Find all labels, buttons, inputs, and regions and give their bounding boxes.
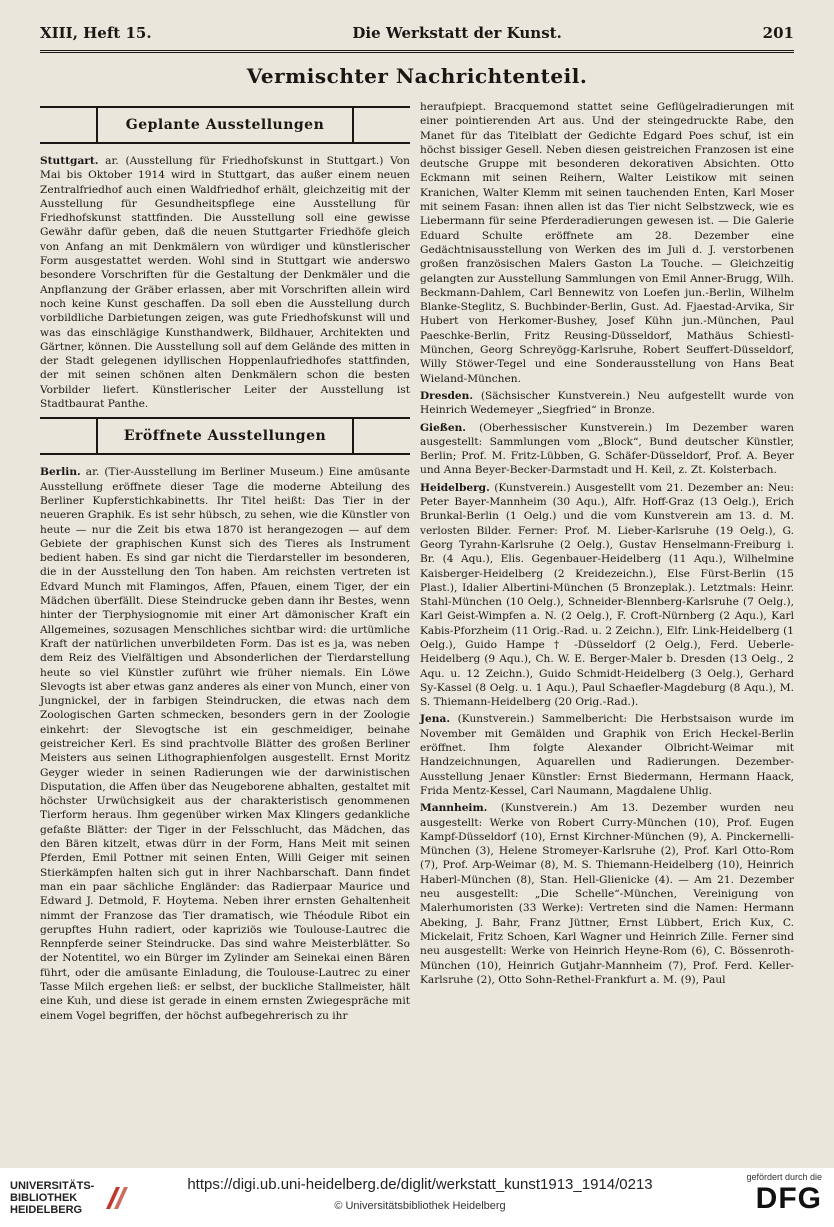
viewer-footer xyxy=(0,1168,834,1227)
section-header-planned xyxy=(40,106,410,144)
article-giessen xyxy=(420,421,794,478)
article-heidelberg xyxy=(420,481,794,710)
section-title-opened: Eröffnete Ausstellungen xyxy=(123,428,327,445)
text-heidelberg: (Kunstverein.) Ausgestellt vom 21. Dezember an: Neu: Peter Bayer-Mannheim (30 Aqu.), Alfr. Hoff-Graz (13 Oelg.), Erich Brunkal-Berlin (1 Oelg.) und die vom Kunstverein am 13. d. M. verlosten Bilder. Ferner: Prof. M. Lieber-Karlsruhe (19 Oelg.), G. Georg Tyrahn-Karlsruhe (2 Oelg.), Gustav Henselmann-Freiburg i. Br. (4 Aqu.), Elis. Gegenbauer-Heidelberg (11 Aqu.), Wilhelmine Kaisberger-Heidelberg (2 Kreidezeichn.), Else Fürst-Berlin (15 Plast.), Idalier Albertini-München (5 Bronzeplak.). Letztmals: Heinr. Stahl-München (10 Oelg.), Schneider-Blennberg-Karlsruhe (7 Oelg.), Karl Geist-Wimpfen a. N. (2 Oelg.), F. Croft-Nürnberg (2 Aqu.), Karl Kabis-Pforzheim (11 Orig.-Rad. u. 2 Zeichn.), Elfr. Link-Heidelberg (1 Oelg.), Guido Hampe † -Düsseldorf (2 Oelg.), Ferd. Ueberle-Heidelberg (9 Aqu.), Ch. W. E. Berger-Maler b. Dresden (13 Oelg., 2 Aqu. u. 12 Zeichn.), Guido Schmidt-Heidelberg (3 Oelg.), Gerhard Sy-Kassel (8 Oelg. u. 1 Aqu.), Paul Schaefler-Magdeburg (8 Aqu.), M. S. Thiemann-Heidelberg (20 Orig.-Rad.). xyxy=(420,481,794,709)
text-mannheim: (Kunstverein.) Am 13. Dezember wurden neu ausgestellt: Werke von Robert Curry-München (10), Prof. Eugen Kampf-Düsseldorf (10), Ernst Kirchner-München (9), A. Pinckernelli-München (3), Helene Stromeyer-Karlsruhe (2), Prof. Karl Otto-Rom (7), Prof. Arp-Weimar (8), M. S. Thiemann-Heidelberg (10), Heinrich Haberl-München (8), Stan. Hell-Glienicke (4). — Am 21. Dezember neu ausgestellt: „Die Schelle“-München, Vereinigung von Malerhumoristen (33 Werke): Vertreten sind die Namen: Hermann Abeking, J. Bahr, Franz Jüttner, Ernst Lübbert, Erich Kux, C. Mickelait, Fritz Schoen, Karl Wagner und Heinrich Zille. Ferner sind neu ausgestellt: Werke von Heinrich Heyne-Rom (6), C. Bössenroth-München (10), Heinrich Gutjahr-Mannheim (7), Prof. Ferd. Keller-Karlsruhe (2), Otto Sohn-Rethel-Frankfurt a. M. (9), Paul xyxy=(420,802,794,986)
right-column xyxy=(420,100,794,1146)
text-berlin-continued: heraufpiept. Bracquemond stattet seine Geflügelradierungen mit einer pointierenden Art aus. Und der steingedruckte Rabe, den Manet für das Titelblatt der Gedichte Edgard Poes schuf, ist ein höchst bissiger Gesell. Neben diesen geistreichen Franzosen ist eine deutsche Gruppe mit besonderen dekorativen Absichten. Otto Eckmann mit seinen Reihern, Walter Leistikow mit seinen Kranichen, Walter Klemm mit seinen tauchenden Enten, Karl Moser mit seinem Fasan: ihnen allen ist das Tier nicht Selbstzweck, wie es Liebermann für seine Pferderadierungen gewesen ist. — Die Galerie Eduard Schulte eröffnete am 28. Dezember eine Gedächtnisausstellung von Werken des im Juli d. J. verstorbenen großen französischen Malers Gaston La Touche. — Gleichzeitig gelangten zur Ausstellung Sammlungen von Emil Anner-Brugg, Wilh. Beckmann-Dahlem, Carl Bennewitz von Loefen jun.-Berlin, Wilhelm Blanke-Steglitz, S. Buchbinder-Berlin, Gust. Ad. Fjaestad-Arvika, Sir Hubert von Herkomer-Bushey, Josef Kühn jun.-München, Paul Paeschke-Berlin, Fritz Reusing-Düsseldorf, Mathäus Schiestl-München, Georg Schreyögg-Karlsruhe, Robert Seuffert-Düsseldorf, Willy Stöwer-Tegel und eine Sonderausstellung von Hans Beat Wieland-München. xyxy=(420,101,794,385)
text-stuttgart: ar. (Ausstellung für Friedhofskunst in Stuttgart.) Von Mai bis Oktober 1914 wird in Stuttgart, das außer einem neuen Zentralfriedhof auch einen Waldfriedhof erhält, gleichzeitig mit der Ausstellung für Gesundheitspflege eine Ausstellung für Friedhofskunst stattfinden. Die Ausstellung soll eine gewisse Gewähr dafür geben, daß die neuen Stuttgarter Friedhöfe gleich von Anfang an mit Denkmälern von würdiger und künstlerischer Form ausgestattet werden. Wohl sind in Stuttgart wie anderswo besondere Vorschriften für die Gestaltung der Denkmäler und die Anpflanzung der Gräber erlassen, aber mit Vorschriften allein wird noch keine Kunst geschaffen. Da soll eben die Ausstellung durch vorbildliche Darbietungen zeigen, was gute Friedhofskunst will und was das einschlägige Kunsthandwerk, Bildhauer, Architekten und Gärtner, können. Die Ausstellung soll auf dem Gelände des mitten in der Stadt gelegenen idyllischen Hoppenlaufriedhofes stattfinden, der mit seinen schönen alten Denkmälern schon die besten Vorbilder liefert. Künstlerischer Leiter der Ausstellung ist Stadtbaurat Panthe. xyxy=(40,155,410,411)
left-column xyxy=(40,100,410,1146)
library-emblem-icon xyxy=(102,1183,132,1213)
city-dresden: Dresden. xyxy=(420,389,474,402)
funding-note: gefördert durch die xyxy=(746,1172,822,1182)
text-giessen: (Oberhessischer Kunstverein.) Im Dezember waren ausgestellt: Sammlungen vom „Block“, Bund deutscher Künstler, Berlin; Prof. M. Fritz-Lübben, G. Schäfer-Düsseldorf, Prof. A. Beyer und Anna Beyer-Becker-Darmstadt und H. Keil, z. Zt. Kolsterbach. xyxy=(420,421,794,477)
section-title-planned: Geplante Ausstellungen xyxy=(125,116,325,133)
article-dresden xyxy=(420,389,794,418)
funder-area xyxy=(712,1172,822,1216)
section-header-opened xyxy=(40,417,410,455)
running-head xyxy=(40,22,794,44)
city-jena: Jena. xyxy=(420,713,451,726)
city-heidelberg: Heidelberg. xyxy=(420,481,490,494)
article-stuttgart xyxy=(40,154,410,411)
copyright-notice: © Universitätsbibliothek Heidelberg xyxy=(334,1200,506,1212)
library-logo[interactable] xyxy=(10,1180,132,1216)
city-giessen: Gießen. xyxy=(420,421,466,434)
text-dresden: (Sächsischer Kunstverein.) Neu aufgestellt wurde von Heinrich Wedemeyer „Siegfried“ in Bronze. xyxy=(420,389,794,417)
city-mannheim: Mannheim. xyxy=(420,802,488,815)
city-berlin: Berlin. xyxy=(40,466,81,479)
header-rule xyxy=(40,50,794,53)
page-title: Vermischter Nachrichtenteil. xyxy=(246,64,588,88)
article-jena xyxy=(420,712,794,798)
library-name: UNIVERSITÄTS- BIBLIOTHEK HEIDELBERG xyxy=(10,1180,95,1216)
article-berlin xyxy=(40,465,410,1023)
permalink-url[interactable]: https://digi.ub.uni-heidelberg.de/diglit/werkstatt_kunst1913_1914/0213 xyxy=(187,1176,653,1193)
city-stuttgart: Stuttgart. xyxy=(40,155,99,167)
text-berlin: ar. (Tier-Ausstellung im Berliner Museum.) Eine amüsante Ausstellung eröffnete dieser Tage die moderne Abteilung des Berliner Kupferstichkabinetts. Ihr Titel heißt: Das Tier in der neueren Graphik. Es ist sehr hübsch, zu sehen, wie die Künstler von heute — nur die Zeit bis etwa 1870 ist herangezogen — auf dem Gebiete der graphischen Kunst sich des Tieres als Instrument bedient haben. Es sind gar nicht die Tierdarsteller im besonderen, die in der Ausstellung den Ton haben. Am reichsten vertreten ist Edvard Munch mit Flamingos, Affen, Pfauen, einem Tiger, der ein Mädchen überfällt. Diese Steindrucke geben dann ihr Bestes, wenn hinter der Tierphysiognomie mit einer Art dämonischer Kraft ein Allgemeines, sozusagen Menschliches sichtbar wird: die urtümliche Kraft der natürlichen unverbildeten Form. Das ist es ja, was neben dem Reiz des Vielfältigen und Absonderlichen der Tierdarstellung heute so viel Künstler zuführt wie früher niemals. Ein Löwe Slevogts ist aber etwas ganz anderes als einer von Munch, einer von Jungnickel, der in farbigen Steindrucken, die etwas nach dem Zoologischen Garten schmecken, besonders gern in der Zoologie einkehrt: der Slevogtsche ist ein geschmeidiger, beinahe geistreicher Kerl. Es sind prachtvolle Blätter des großen Berliner Meisters aus seinen Lithographienfolgen ausgestellt. Ernst Moritz Geyger wieder in seinen Radierungen wie der darwinistischen Disputation, die Affen über das Neugeborene abhalten, gestaltet mit höchster Urwüchsigkeit aus der charakteristisch genommenen Tierform heraus. Ihm gegenüber wirken Max Klingers gedankliche gefaßte Blätter: der Tiger in der Felsschlucht, das Mädchen, das den Bären kitzelt, etwas dürr in der Form, Hans Meit mit seinen Pferden, Emil Pottner mit seinen Enten, Willi Geiger mit seinen Stierkämpfen halten sich gut in ihrer Nachbarschaft. Dann findet man ein paar sächliche Engländer: das Radierpaar Maurice und Edward J. Detmold, F. Hoytema. Neben ihrer ernsten Gehaltenheit nimmt der Franzose das Tier dramatisch, wie Théodule Ribot ein gerupftes Huhn radiert, oder kapriziös wie Toulouse-Lautrec die Rennpferde seiner Steindrucke. Das sind wahre Meisterblätter. So der Notentitel, wo ein Bürger im Zylinder am Seinekai einen Bären führt, oder die amüsante Einladung, die Toulouse-Lautrec zu einer Tasse Milch ergehen ließ: er selbst, der buckliche Stallmeister, hält eine Kuh, und diese ist gerade in einem ernsten Zwiegespräche mit einem Vogel begriffen, der höchst aufbegehrerisch zu ihr xyxy=(40,466,410,1022)
article-berlin-continued xyxy=(420,100,794,386)
text-jena: (Kunstverein.) Sammelbericht: Die Herbstsaison wurde im November mit Gemälden und Graphik von Erich Heckel-Berlin eröffnet. Ihm folgte Alexander Olbricht-Weimar mit Handzeichnungen, Aquarellen und Radierungen. Dezember-Ausstellung Jenaer Künstler: Ernst Biedermann, Hermann Haack, Frida Mentz-Kessel, Carl Naumann, Magdalene Uhlig. xyxy=(420,713,794,797)
page-number: 201 xyxy=(762,24,794,42)
issue-label: XIII, Heft 15. xyxy=(40,24,152,42)
dfg-logo[interactable]: DFG xyxy=(755,1182,822,1215)
journal-title: Die Werkstatt der Kunst. xyxy=(352,24,562,42)
article-mannheim xyxy=(420,801,794,987)
